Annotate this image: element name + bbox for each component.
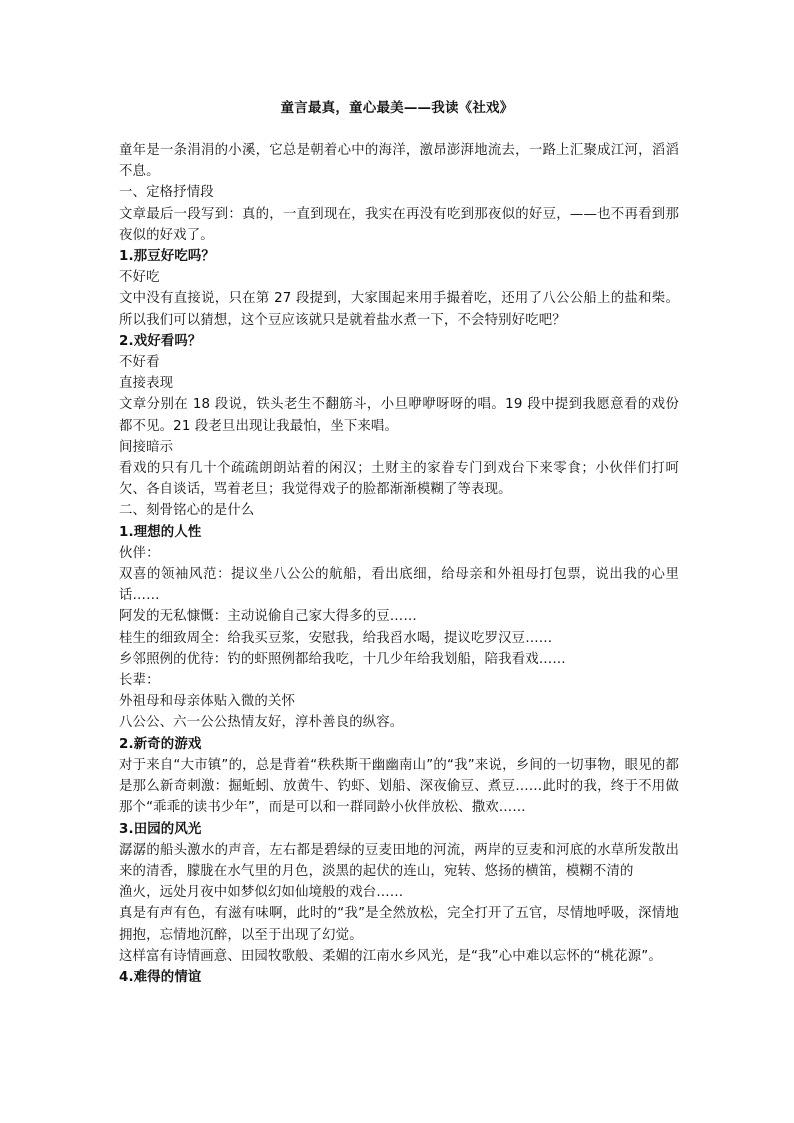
intro-paragraph: 童年是一条涓涓的小溪，它总是朝着心中的海洋，激昂澎湃地流去，一路上汇聚成江河，滔滔不息。 [119,143,679,180]
document-title: 童言最真，童心最美——我读《社戏》 [280,100,514,116]
subheading-ideal-humanity: 1.理想的人性 [119,524,202,540]
subheading-play-quality: 2.戏好看吗？ [119,333,202,349]
body-paragraph: 双喜的领袖风范：提议坐八公公的航船，看出底细，给母亲和外祖母打包票，说出我的心里话…… [119,567,679,604]
document-body [119,140,679,988]
body-paragraph: 阿发的无私慷慨：主动说偷自己家大得多的豆…… [119,609,417,625]
subheading-novel-games: 2.新奇的游戏 [119,736,202,752]
section-heading-2: 二、刻骨铭心的是什么 [119,503,255,519]
body-paragraph: 这样富有诗情画意、田园牧歌般、柔媚的江南水乡风光，是“我”心中难以忘怀的“桃花源”。 [119,948,662,964]
body-paragraph: 桂生的细致周全：给我买豆浆，安慰我，给我舀水喝，提议吃罗汉豆…… [119,630,553,646]
body-paragraph: 八公公、六一公公热情友好，淳朴善良的纵容。 [119,715,404,731]
body-paragraph: 对于来自“大市镇”的，总是背着“秩秩斯干幽幽南山”的“我”来说，乡间的一切事物，眼见的都是那么新奇刺激：掘蚯蚓、放黄牛、钓虾、划船、深夜偷豆、煮豆……此时的我，终于不用做那个“乖乖的读书少年”，而是可以和一群同龄小伙伴放松、撒欢…… [119,757,679,816]
body-paragraph: 真是有声有色，有滋有味啊，此时的“我”是全然放松，完全打开了五官，尽情地呼吸，深情地拥抱，忘情地沉醉，以至于出现了幻觉。 [119,906,679,943]
body-paragraph: 文章分别在 18 段说，铁头老生不翻筋斗，小旦咿咿呀呀的唱。19 段中提到我愿意看的戏份都不见。21 段老旦出现让我最怕，坐下来唱。 [119,397,679,434]
subheading-bean-taste: 1.那豆好吃吗？ [119,249,215,265]
label-line: 间接暗示 [119,439,174,455]
label-line: 直接表现 [119,376,174,392]
body-paragraph: 渔火，远处月夜中如梦似幻如仙境般的戏台…… [119,885,404,901]
section-heading-1: 一、定格抒情段 [119,185,214,201]
subheading-rural-scenery: 3.田园的风光 [119,821,202,837]
answer-line: 不好看 [119,355,160,371]
body-paragraph: 潺潺的船头激水的声音，左右都是碧绿的豆麦田地的河流，两岸的豆麦和河底的水草所发散出来的清香，朦胧在水气里的月色，淡黑的起伏的连山，宛转、悠扬的横笛，模糊不清的 [119,842,679,879]
body-paragraph: 外祖母和母亲体贴入微的关怀 [119,694,296,710]
body-paragraph: 看戏的只有几十个疏疏朗朗站着的闲汉；土财主的家眷专门到戏台下来零食；小伙伴们打呵欠、各自谈话，骂着老旦；我觉得戏子的脸都渐渐模糊了等表现。 [119,461,679,498]
label-line: 长辈： [119,673,160,689]
body-paragraph: 乡邻照例的优待：钓的虾照例都给我吃，十几少年给我划船，陪我看戏…… [119,651,566,667]
subheading-rare-friendship: 4.难得的情谊 [119,969,202,985]
body-paragraph: 文章最后一段写到：真的，一直到现在，我实在再没有吃到那夜似的好豆，——也不再看到那夜似的好戏了。 [119,206,679,243]
answer-line: 不好吃 [119,270,160,286]
body-paragraph: 文中没有直接说，只在第 27 段提到，大家围起来用手撮着吃，还用了八公公船上的盐和柴。所以我们可以猜想，这个豆应该就只是就着盐水煮一下，不会特别好吃吧？ [119,291,679,328]
label-line: 伙伴： [119,545,160,561]
